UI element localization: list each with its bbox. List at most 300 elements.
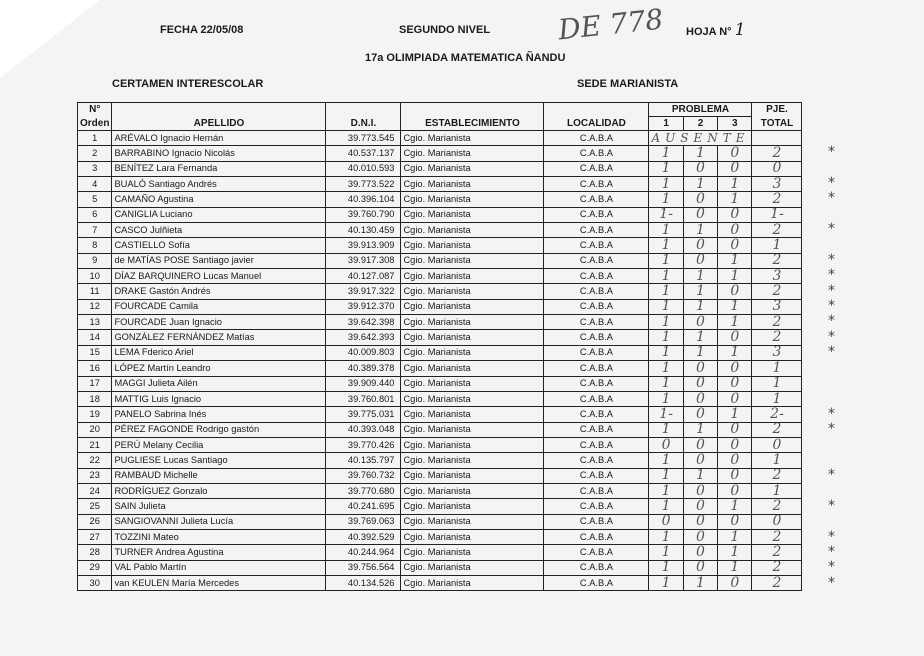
student-locality: C.A.B.A [544, 315, 649, 330]
student-dni: 39.917.308 [326, 253, 401, 268]
col-p1: 1 [649, 117, 683, 131]
row-number: 18 [78, 391, 112, 406]
student-school: Cgio. Marianista [401, 177, 544, 192]
student-locality: C.A.B.A [544, 284, 649, 299]
score-p1: 1 [649, 223, 683, 238]
score-p2: 0 [683, 207, 717, 222]
student-school: Cgio. Marianista [401, 499, 544, 514]
student-school: Cgio. Marianista [401, 514, 544, 529]
student-name: FOURCADE Camila [112, 299, 326, 314]
row-number: 1 [78, 131, 112, 146]
row-number: 6 [78, 207, 112, 222]
student-school: Cgio. Marianista [401, 361, 544, 376]
student-name: BARRABINO Ignacio Nicolás [112, 146, 326, 161]
score-p1: 1 [649, 345, 683, 360]
score-p2: 0 [683, 545, 717, 560]
student-school: Cgio. Marianista [401, 253, 544, 268]
student-name: PANELO Sabrina Inés [112, 407, 326, 422]
score-total: 2 [752, 575, 802, 590]
score-total: 1 [752, 361, 802, 376]
score-p3: 0 [718, 437, 752, 452]
score-p2: 1 [683, 299, 717, 314]
student-name: RODRÍGUEZ Gonzalo [112, 483, 326, 498]
score-p2: 1 [683, 575, 717, 590]
score-p3: 0 [718, 146, 752, 161]
student-locality: C.A.B.A [544, 269, 649, 284]
score-p2: 0 [683, 161, 717, 176]
student-school: Cgio. Marianista [401, 545, 544, 560]
table-body [78, 131, 802, 591]
student-name: RAMBAUD Michelle [112, 468, 326, 483]
student-dni: 40.393.048 [326, 422, 401, 437]
student-dni: 40.127.087 [326, 269, 401, 284]
score-p2: 1 [683, 223, 717, 238]
score-p3: 1 [718, 529, 752, 544]
score-p2: 0 [683, 483, 717, 498]
student-name: SAIN Julieta [112, 499, 326, 514]
student-locality: C.A.B.A [544, 223, 649, 238]
student-dni: 39.760.801 [326, 391, 401, 406]
results-table [77, 102, 802, 591]
table-row [78, 238, 802, 253]
student-dni: 39.913.909 [326, 238, 401, 253]
table-row [78, 177, 802, 192]
score-p2: 0 [683, 391, 717, 406]
table-row [78, 330, 802, 345]
hoja-label: HOJA N° [686, 26, 732, 38]
student-locality: C.A.B.A [544, 146, 649, 161]
asterisk-mark: * [828, 144, 835, 161]
student-locality: C.A.B.A [544, 437, 649, 452]
score-p1: 1 [649, 238, 683, 253]
student-locality: C.A.B.A [544, 192, 649, 207]
student-name: van KEULEN María Mercedes [112, 575, 326, 590]
table-row [78, 315, 802, 330]
row-number: 25 [78, 499, 112, 514]
score-p2: 1 [683, 146, 717, 161]
student-school: Cgio. Marianista [401, 330, 544, 345]
student-locality: C.A.B.A [544, 407, 649, 422]
student-locality: C.A.B.A [544, 361, 649, 376]
score-total: 2 [752, 330, 802, 345]
student-dni: 39.770.680 [326, 483, 401, 498]
table-row [78, 453, 802, 468]
score-total: 3 [752, 177, 802, 192]
student-name: SANGIOVANNI Julieta Lucía [112, 514, 326, 529]
table-row [78, 391, 802, 406]
row-number: 23 [78, 468, 112, 483]
student-school: Cgio. Marianista [401, 315, 544, 330]
row-number: 26 [78, 514, 112, 529]
student-locality: C.A.B.A [544, 514, 649, 529]
table-row [78, 345, 802, 360]
score-p3: 1 [718, 545, 752, 560]
student-dni: 39.642.393 [326, 330, 401, 345]
student-dni: 40.009.803 [326, 345, 401, 360]
asterisk-mark: * [828, 221, 835, 238]
score-p1: 0 [649, 514, 683, 529]
score-total [752, 131, 802, 146]
score-p1: 1 [649, 499, 683, 514]
score-p1: 1 [649, 253, 683, 268]
student-school: Cgio. Marianista [401, 192, 544, 207]
score-total: 1 [752, 238, 802, 253]
score-p2: 0 [683, 437, 717, 452]
score-total: 2 [752, 146, 802, 161]
score-p2: 1 [683, 422, 717, 437]
student-dni: 39.912.370 [326, 299, 401, 314]
nivel-label: SEGUNDO NIVEL [399, 24, 491, 36]
row-number: 14 [78, 330, 112, 345]
score-total: 2 [752, 422, 802, 437]
score-p3: 0 [718, 330, 752, 345]
student-name: TOZZINI Mateo [112, 529, 326, 544]
row-number: 21 [78, 437, 112, 452]
asterisk-mark: * [828, 497, 835, 514]
fecha-label: FECHA 22/05/08 [160, 24, 244, 36]
score-total: 0 [752, 514, 802, 529]
row-number: 9 [78, 253, 112, 268]
score-p2: 0 [683, 315, 717, 330]
student-locality: C.A.B.A [544, 560, 649, 575]
student-locality: C.A.B.A [544, 391, 649, 406]
score-p1: 1 [649, 161, 683, 176]
score-p3: 1 [718, 192, 752, 207]
student-school: Cgio. Marianista [401, 238, 544, 253]
row-number: 2 [78, 146, 112, 161]
score-total: 1 [752, 391, 802, 406]
student-school: Cgio. Marianista [401, 345, 544, 360]
score-p2: 0 [683, 407, 717, 422]
student-school: Cgio. Marianista [401, 284, 544, 299]
student-school: Cgio. Marianista [401, 453, 544, 468]
student-locality: C.A.B.A [544, 483, 649, 498]
score-total: 0 [752, 437, 802, 452]
score-p2: 1 [683, 177, 717, 192]
student-name: MATTIG Luis Ignacio [112, 391, 326, 406]
table-row [78, 483, 802, 498]
row-number: 24 [78, 483, 112, 498]
row-number: 20 [78, 422, 112, 437]
col-p3: 3 [718, 117, 752, 131]
score-p3: 0 [718, 468, 752, 483]
student-locality: C.A.B.A [544, 422, 649, 437]
student-school: Cgio. Marianista [401, 269, 544, 284]
table-row [78, 131, 802, 146]
student-name: CAMAÑO Agustina [112, 192, 326, 207]
asterisk-mark: * [828, 282, 835, 299]
table-row [78, 161, 802, 176]
score-p2: 1 [683, 269, 717, 284]
student-school: Cgio. Marianista [401, 161, 544, 176]
student-school: Cgio. Marianista [401, 468, 544, 483]
score-p1: 1 [649, 269, 683, 284]
score-p2: 0 [683, 376, 717, 391]
score-p2: 0 [683, 192, 717, 207]
student-school: Cgio. Marianista [401, 422, 544, 437]
table-row [78, 422, 802, 437]
table-row [78, 529, 802, 544]
student-name: CANIGLIA Luciano [112, 207, 326, 222]
table-row [78, 575, 802, 590]
hoja-number: 1 [734, 20, 746, 40]
student-dni: 39.642.398 [326, 315, 401, 330]
score-p1: 1 [649, 177, 683, 192]
score-p1: 1 [649, 575, 683, 590]
score-p2: 1 [683, 330, 717, 345]
asterisk-mark: * [828, 313, 835, 330]
asterisk-mark: * [828, 344, 835, 361]
score-p2: 0 [683, 361, 717, 376]
score-p3: 0 [718, 483, 752, 498]
student-dni: 40.537.137 [326, 146, 401, 161]
row-number: 3 [78, 161, 112, 176]
score-p1: 1 [649, 315, 683, 330]
score-p3: 1 [718, 177, 752, 192]
student-name: DÍAZ BARQUINERO Lucas Manuel [112, 269, 326, 284]
col-total: TOTAL [752, 117, 802, 131]
student-school: Cgio. Marianista [401, 575, 544, 590]
score-p1: 1 [649, 483, 683, 498]
score-total: 3 [752, 269, 802, 284]
sede-label: SEDE MARIANISTA [577, 78, 679, 90]
student-locality: C.A.B.A [544, 299, 649, 314]
score-p3: 0 [718, 422, 752, 437]
student-locality: C.A.B.A [544, 253, 649, 268]
student-dni: 39.760.732 [326, 468, 401, 483]
score-total: 2 [752, 223, 802, 238]
row-number: 8 [78, 238, 112, 253]
score-p1: 1 [649, 376, 683, 391]
row-number: 19 [78, 407, 112, 422]
table-row [78, 407, 802, 422]
score-total: 2 [752, 253, 802, 268]
student-dni: 40.130.459 [326, 223, 401, 238]
student-dni: 40.396.104 [326, 192, 401, 207]
student-dni: 39.756.564 [326, 560, 401, 575]
student-dni: 40.134.526 [326, 575, 401, 590]
score-p3: 0 [718, 391, 752, 406]
student-school: Cgio. Marianista [401, 483, 544, 498]
hoja-indicator [686, 20, 745, 40]
student-name: DRAKE Gastón Andrés [112, 284, 326, 299]
student-dni: 40.010.593 [326, 161, 401, 176]
row-number: 17 [78, 376, 112, 391]
table-row [78, 299, 802, 314]
student-dni: 39.773.522 [326, 177, 401, 192]
asterisk-mark: * [828, 405, 835, 422]
student-name: BENÍTEZ Lara Fernanda [112, 161, 326, 176]
score-p3: 0 [718, 575, 752, 590]
student-name: GONZÁLEZ FERNÁNDEZ Matías [112, 330, 326, 345]
student-locality: C.A.B.A [544, 545, 649, 560]
col-nro: N° [78, 103, 112, 117]
table-row [78, 192, 802, 207]
student-locality: C.A.B.A [544, 376, 649, 391]
score-total: 2 [752, 545, 802, 560]
score-p3: 1 [718, 499, 752, 514]
page-corner [0, 0, 100, 78]
row-number: 22 [78, 453, 112, 468]
score-p1: 1 [649, 422, 683, 437]
score-p1: 1 [649, 468, 683, 483]
row-number: 11 [78, 284, 112, 299]
row-number: 16 [78, 361, 112, 376]
col-localidad: LOCALIDAD [544, 103, 649, 131]
student-locality: C.A.B.A [544, 345, 649, 360]
col-orden: Orden [78, 117, 112, 131]
col-dni: D.N.I. [326, 103, 401, 131]
student-locality: C.A.B.A [544, 207, 649, 222]
asterisk-mark: * [828, 467, 835, 484]
score-p3: 0 [718, 361, 752, 376]
score-p1: 1 [649, 453, 683, 468]
student-dni: 39.909.440 [326, 376, 401, 391]
score-p1: 1 [649, 146, 683, 161]
row-number: 15 [78, 345, 112, 360]
student-dni: 40.241.695 [326, 499, 401, 514]
score-p1: 1 [649, 330, 683, 345]
student-locality: C.A.B.A [544, 131, 649, 146]
student-school: Cgio. Marianista [401, 299, 544, 314]
asterisk-mark: * [828, 190, 835, 207]
student-name: ARÉVALO Ignacio Hernán [112, 131, 326, 146]
student-name: PÉREZ FAGONDE Rodrigo gastón [112, 422, 326, 437]
student-dni: 39.773.545 [326, 131, 401, 146]
score-total: 2 [752, 284, 802, 299]
student-locality: C.A.B.A [544, 177, 649, 192]
score-p2: 1 [683, 468, 717, 483]
score-p3: 0 [718, 453, 752, 468]
score-total: 2 [752, 192, 802, 207]
student-name: CASTIELLO Sofía [112, 238, 326, 253]
score-p3: 0 [718, 514, 752, 529]
student-dni: 39.770.426 [326, 437, 401, 452]
student-name: LÓPEZ Martín Leandro [112, 361, 326, 376]
student-dni: 40.392.529 [326, 529, 401, 544]
score-p1: 1 [649, 391, 683, 406]
row-number: 13 [78, 315, 112, 330]
score-p3: 0 [718, 238, 752, 253]
student-name: LEMA Fderico Ariel [112, 345, 326, 360]
score-p3: 1 [718, 560, 752, 575]
score-p3: 0 [718, 223, 752, 238]
score-total: 2 [752, 468, 802, 483]
student-school: Cgio. Marianista [401, 437, 544, 452]
score-total: 1 [752, 483, 802, 498]
score-p1: 1- [649, 207, 683, 222]
score-p3: 1 [718, 345, 752, 360]
score-total: 3 [752, 299, 802, 314]
score-p3: 0 [718, 161, 752, 176]
student-school: Cgio. Marianista [401, 207, 544, 222]
score-p1: 1- [649, 407, 683, 422]
student-locality: C.A.B.A [544, 330, 649, 345]
student-name: BUALÓ Santiago Andrés [112, 177, 326, 192]
table-row [78, 361, 802, 376]
student-name: PERÚ Melany Cecilia [112, 437, 326, 452]
student-dni: 40.135.797 [326, 453, 401, 468]
row-number: 4 [78, 177, 112, 192]
row-number: 29 [78, 560, 112, 575]
score-p1: 0 [649, 437, 683, 452]
student-name: VAL Pablo Martín [112, 560, 326, 575]
student-school: Cgio. Marianista [401, 131, 544, 146]
student-locality: C.A.B.A [544, 529, 649, 544]
student-locality: C.A.B.A [544, 161, 649, 176]
student-school: Cgio. Marianista [401, 146, 544, 161]
col-apellido: APELLIDO [112, 103, 326, 131]
student-locality: C.A.B.A [544, 238, 649, 253]
student-name: de MATÍAS POSE Santiago javier [112, 253, 326, 268]
score-total: 1 [752, 453, 802, 468]
score-total: 2 [752, 529, 802, 544]
score-p2: 1 [683, 284, 717, 299]
score-p2: 0 [683, 560, 717, 575]
score-p3: 1 [718, 253, 752, 268]
score-total: 1 [752, 376, 802, 391]
absent-note: AUSENTE [649, 131, 752, 146]
olimpiada-title: 17a OLIMPIADA MATEMATICA ÑANDU [365, 52, 566, 64]
student-school: Cgio. Marianista [401, 407, 544, 422]
table-row [78, 437, 802, 452]
asterisk-mark: * [828, 543, 835, 560]
asterisk-mark: * [828, 175, 835, 192]
student-name: TURNER Andrea Agustina [112, 545, 326, 560]
student-name: FOURCADE Juan Ignacio [112, 315, 326, 330]
score-p2: 0 [683, 238, 717, 253]
score-total: 3 [752, 345, 802, 360]
score-p2: 0 [683, 499, 717, 514]
score-total: 2- [752, 407, 802, 422]
row-number: 5 [78, 192, 112, 207]
row-number: 30 [78, 575, 112, 590]
col-problema: PROBLEMA [649, 103, 752, 117]
table-row [78, 560, 802, 575]
score-total: 1- [752, 207, 802, 222]
asterisk-mark: * [828, 328, 835, 345]
asterisk-mark: * [828, 574, 835, 591]
asterisk-mark: * [828, 528, 835, 545]
table-row [78, 146, 802, 161]
score-p1: 1 [649, 529, 683, 544]
score-total: 2 [752, 315, 802, 330]
student-school: Cgio. Marianista [401, 376, 544, 391]
score-p2: 0 [683, 453, 717, 468]
student-dni: 39.775.031 [326, 407, 401, 422]
table-row [78, 223, 802, 238]
table-row [78, 514, 802, 529]
student-locality: C.A.B.A [544, 468, 649, 483]
student-school: Cgio. Marianista [401, 560, 544, 575]
score-p3: 1 [718, 315, 752, 330]
table-row [78, 207, 802, 222]
handwritten-code: DE 778 [556, 2, 665, 47]
col-p2: 2 [683, 117, 717, 131]
score-p3: 1 [718, 299, 752, 314]
score-p1: 1 [649, 560, 683, 575]
student-school: Cgio. Marianista [401, 223, 544, 238]
score-total: 2 [752, 560, 802, 575]
asterisk-mark: * [828, 559, 835, 576]
table-row [78, 376, 802, 391]
asterisk-mark: * [828, 298, 835, 315]
student-school: Cgio. Marianista [401, 391, 544, 406]
student-name: PUGLIESE Lucas Santiago [112, 453, 326, 468]
table-row [78, 468, 802, 483]
table-row [78, 284, 802, 299]
score-p2: 0 [683, 514, 717, 529]
